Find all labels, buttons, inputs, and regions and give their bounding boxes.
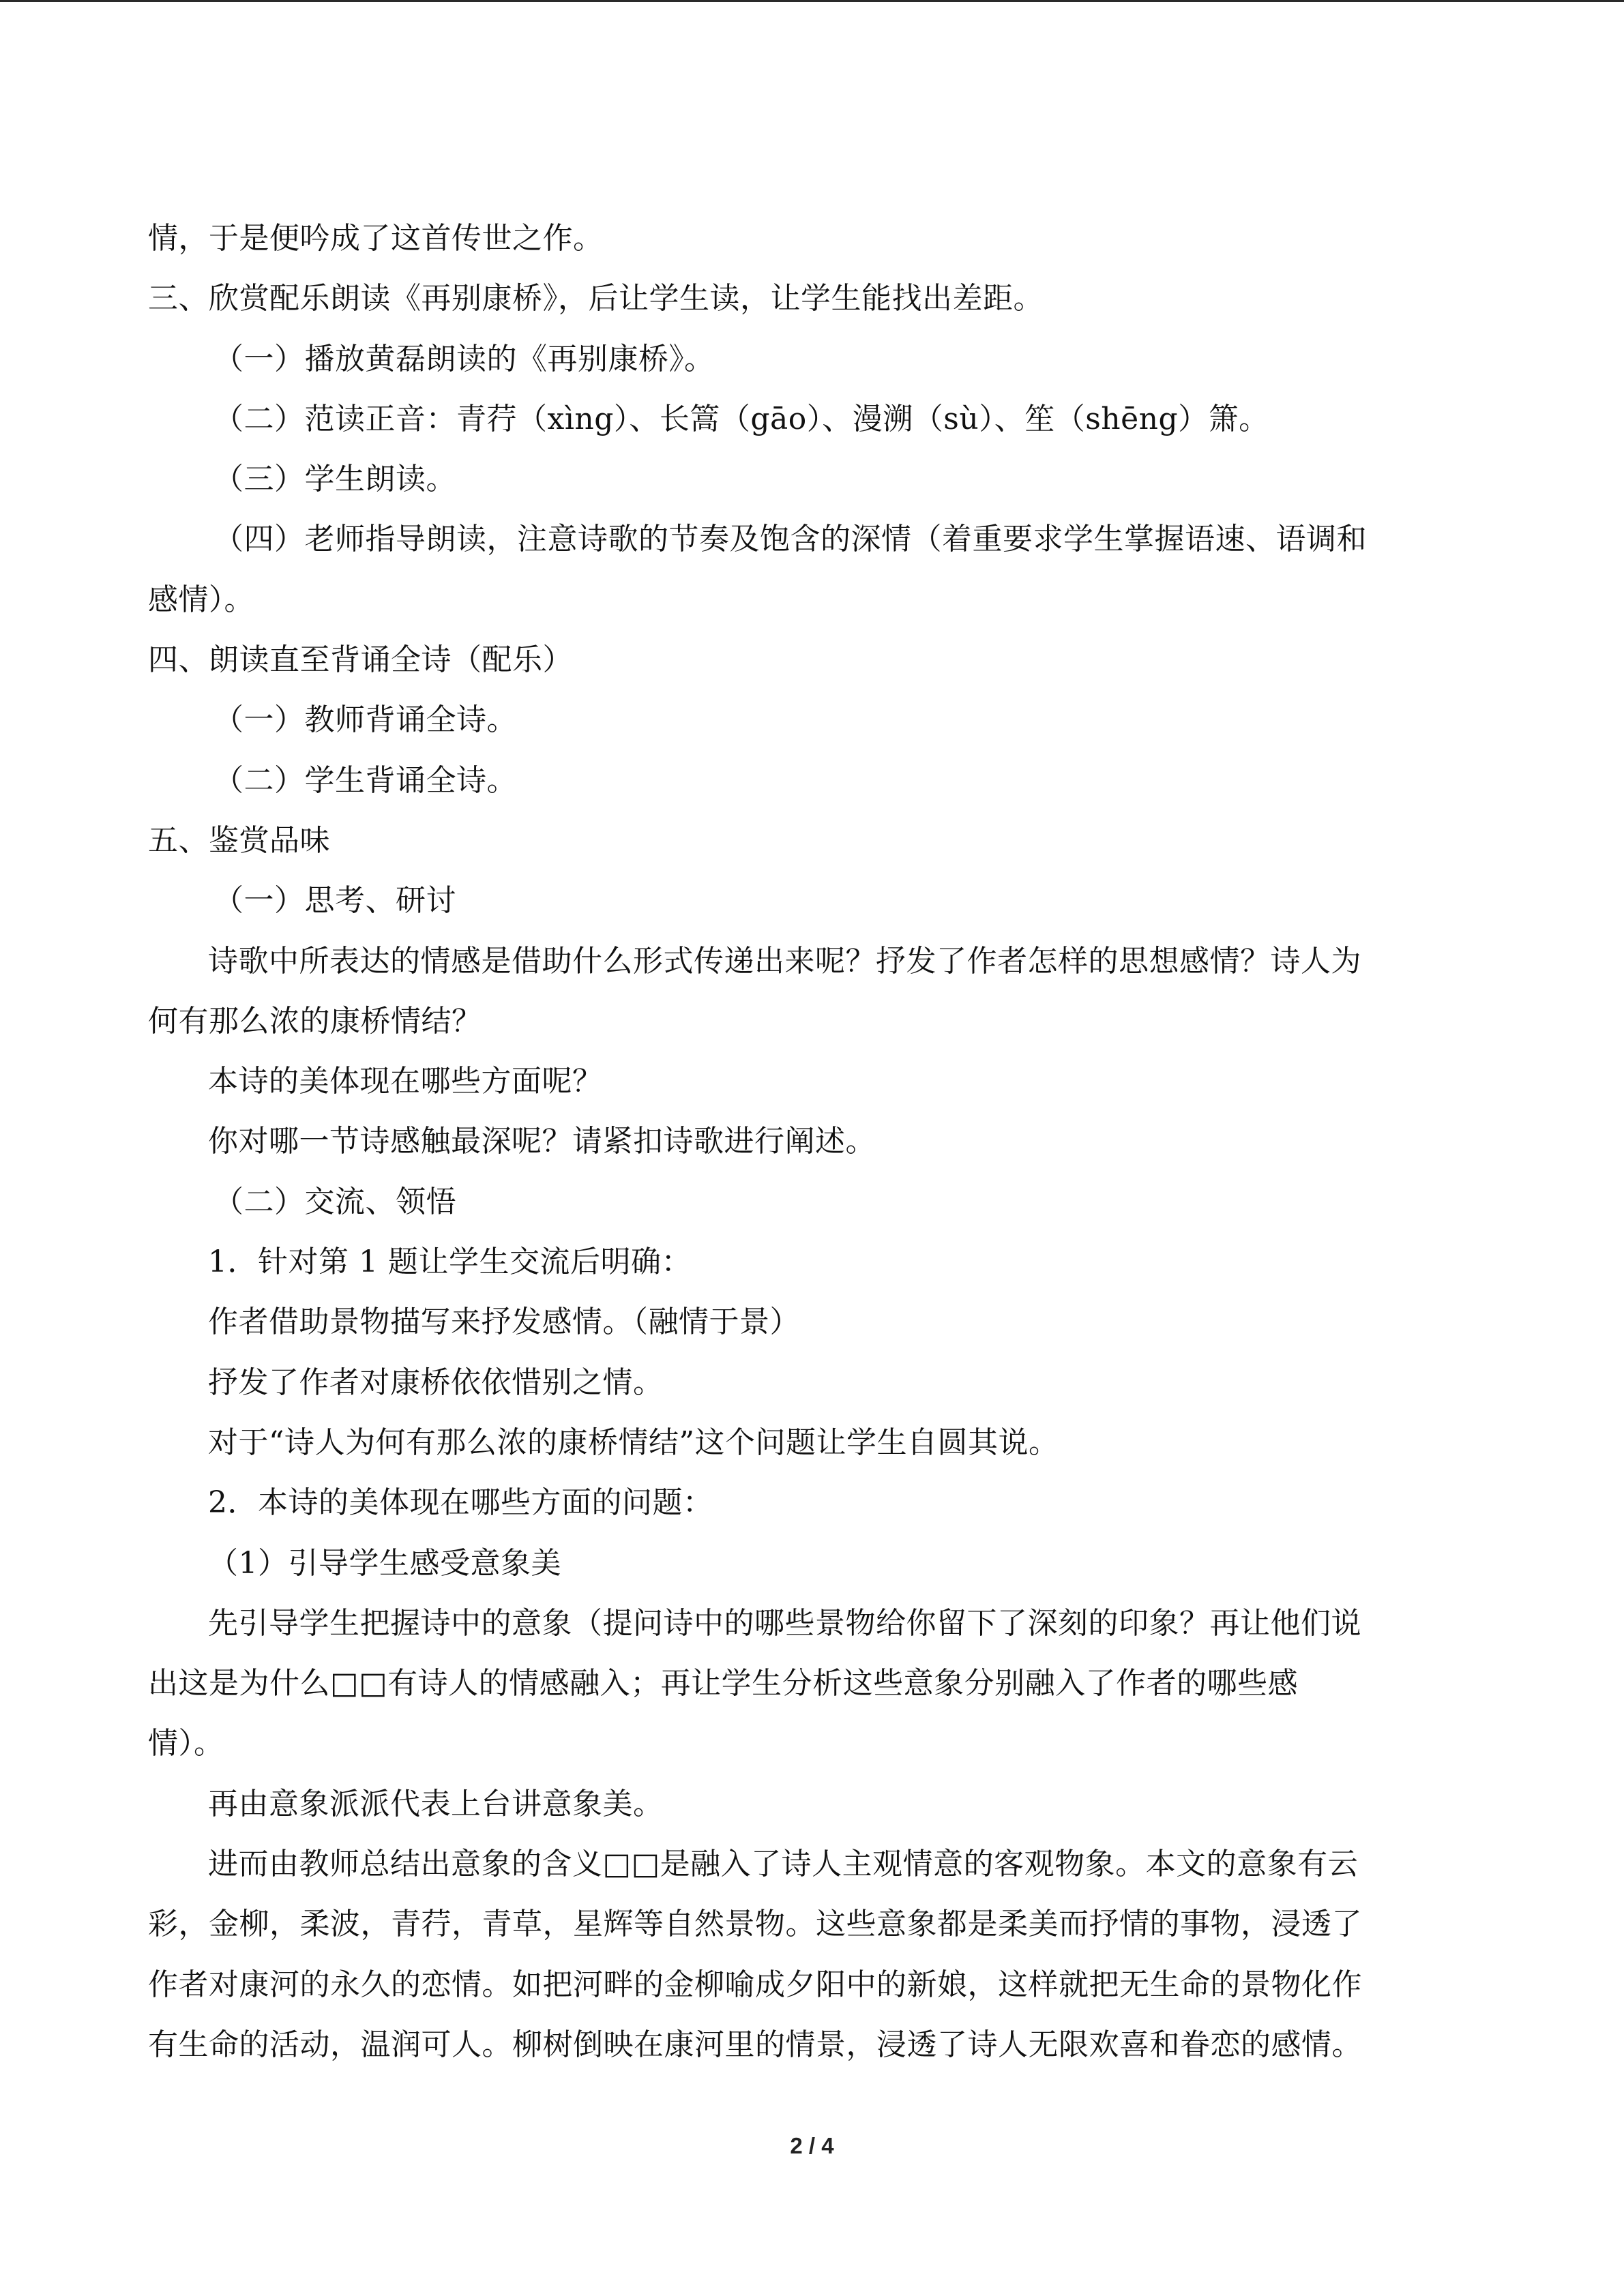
text-line: 有生命的活动，温润可人。柳树倒映在康河里的情景，浸透了诗人无限欢喜和眷恋的感情。 [148, 2027, 1362, 2062]
text-line: 对于“诗人为何有那么浓的康桥情结”这个问题让学生自圆其说。 [208, 1425, 1059, 1460]
document-body [148, 209, 1464, 2075]
text-line: 作者对康河的永久的恋情。如把河畔的金柳喻成夕阳中的新娘，这样就把无生命的景物化作 [148, 1967, 1362, 2002]
text-line: 诗歌中所表达的情感是借助什么形式传递出来呢？抒发了作者怎样的思想感情？诗人为 [208, 943, 1361, 979]
text-line: （一）播放黄磊朗读的《再别康桥》。 [213, 341, 715, 376]
section-heading: 五、鉴赏品味 [148, 822, 330, 858]
text-line: 本诗的美体现在哪些方面呢？ [208, 1064, 603, 1099]
text-line: 进而由教师总结出意象的含义□□是融入了诗人主观情意的客观物象。本文的意象有云 [208, 1847, 1359, 1882]
text-line: （三）学生朗读。 [213, 462, 456, 497]
subsection-heading: （一）思考、研讨 [213, 883, 456, 919]
text-line: （一）教师背诵全诗。 [213, 702, 517, 738]
text-line: 作者借助景物描写来抒发感情。（融情于景） [208, 1304, 800, 1340]
section-heading: 三、欣赏配乐朗读《再别康桥》，后让学生读，让学生能找出差距。 [148, 281, 1044, 316]
text-line: 再由意象派派代表上台讲意象美。 [208, 1786, 664, 1821]
subsection-heading: （二）交流、领悟 [213, 1184, 456, 1219]
text-line: 感情）。 [148, 582, 254, 617]
page-number: 2 / 4 [790, 2133, 834, 2158]
text-line: （二）范读正音：青荇（xìng）、长篙（gāo）、漫溯（sù）、笙（shēng）箫。 [213, 401, 1269, 436]
text-line: 何有那么浓的康桥情结？ [148, 1003, 482, 1039]
text-line: （1）引导学生感受意象美 [208, 1545, 561, 1581]
text-line: 先引导学生把握诗中的意象（提问诗中的哪些景物给你留下了深刻的印象？再让他们说 [208, 1605, 1361, 1641]
text-line: 情，于是便吟成了这首传世之作。 [148, 221, 604, 256]
text-line: 出这是为什么□□有诗人的情感融入；再让学生分析这些意象分别融入了作者的哪些感 [148, 1666, 1299, 1701]
text-line: 情）。 [148, 1726, 224, 1761]
text-line: 1．针对第 1 题让学生交流后明确： [208, 1244, 692, 1280]
text-line: 2．本诗的美体现在哪些方面的问题： [208, 1485, 713, 1521]
text-line: 抒发了作者对康桥依依惜别之情。 [208, 1365, 664, 1400]
top-border-line [0, 0, 1624, 2]
text-line: （二）学生背诵全诗。 [213, 762, 517, 798]
text-line: 你对哪一节诗感触最深呢？请紧扣诗歌进行阐述。 [208, 1124, 876, 1159]
text-line: （四）老师指导朗读，注意诗歌的节奏及饱含的深情（着重要求学生掌握语速、语调和 [213, 522, 1367, 557]
section-heading: 四、朗读直至背诵全诗（配乐） [148, 642, 573, 678]
text-line: 彩，金柳，柔波，青荇，青草，星辉等自然景物。这些意象都是柔美而抒情的事物，浸透了 [148, 1907, 1362, 1942]
